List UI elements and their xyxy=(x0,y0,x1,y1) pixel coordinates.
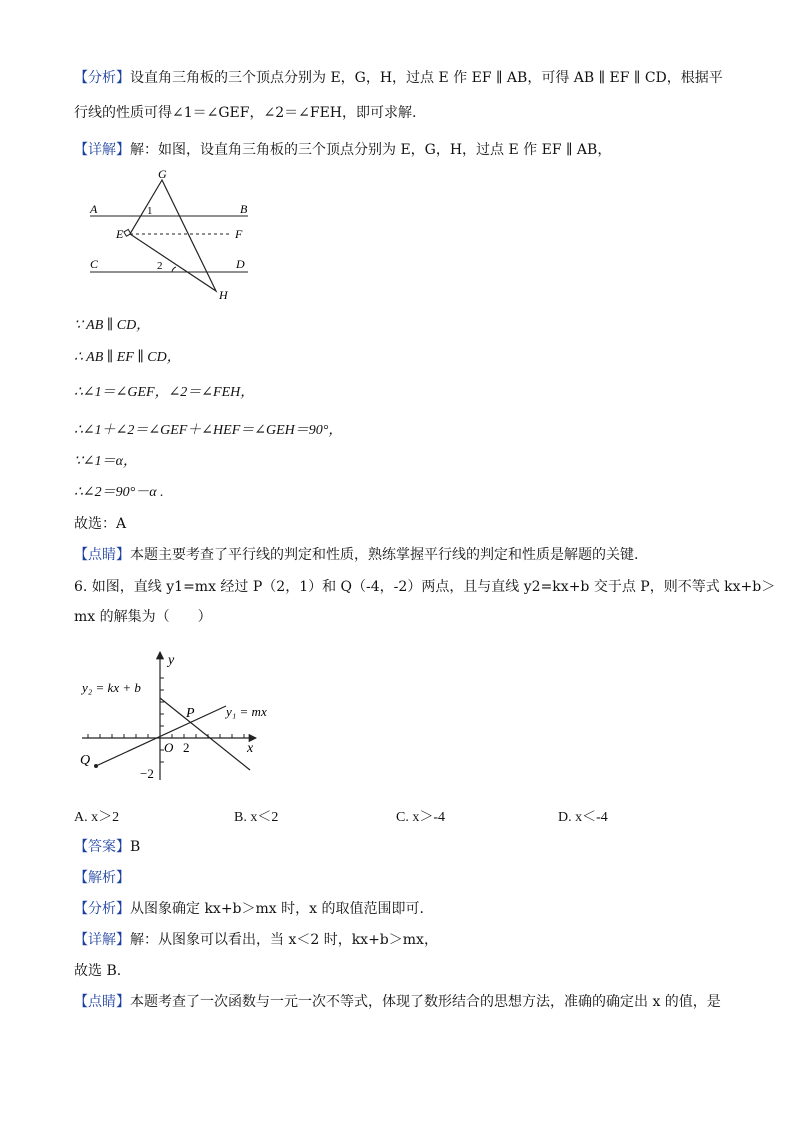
label-f: F xyxy=(235,227,243,241)
label-c: C xyxy=(90,257,99,271)
detail-paragraph-line-1 xyxy=(74,140,611,160)
comment-paragraph xyxy=(74,545,638,565)
q6-comment-text: 本题考查了一次函数与一元一次不等式，体现了数形结合的思想方法，准确的确定出 x 的值，是 xyxy=(130,994,721,1010)
y2-line-label: y₂ = kx + b xyxy=(82,680,141,695)
label-g: G xyxy=(158,168,167,181)
origin-label: O xyxy=(164,740,174,755)
q6-choice-text: 故选 B. xyxy=(74,963,122,979)
label-angle-2: 2 xyxy=(157,260,163,272)
y1-line-label: y₁ = mx xyxy=(226,704,267,719)
q6-comment-line xyxy=(74,992,721,1012)
line-y1-mx xyxy=(96,706,226,766)
proof-step-2: ∴ AB ∥ EF ∥ CD， xyxy=(74,350,181,365)
answer-tag: 【答案】 xyxy=(74,839,130,855)
x-axis-label: x xyxy=(247,741,254,756)
label-d: D xyxy=(236,257,245,271)
answer-line xyxy=(74,837,140,857)
detail-tag: 【详解】 xyxy=(74,142,130,158)
option-c: C. x＞-4 xyxy=(396,810,445,825)
comment-text: 本题主要考查了平行线的判定和性质，熟练掌握平行线的判定和性质是解题的关键. xyxy=(130,547,639,563)
analysis-text-2: 行线的性质可得∠1＝∠GEF，∠2＝∠FEH，即可求解. xyxy=(74,105,417,121)
choice-text: 故选：A xyxy=(74,516,127,532)
option-d: D. x＜-4 xyxy=(558,810,608,825)
analysis-paragraph-line-1 xyxy=(74,68,723,88)
q6-detail-tag: 【详解】 xyxy=(74,932,130,948)
proof-step-6: ∴∠2＝90°－α . xyxy=(74,485,164,500)
point-p-label: P xyxy=(186,706,195,721)
q6-analysis-text: 从图象确定 kx+b＞mx 时，x 的取值范围即可. xyxy=(130,901,424,917)
proof-step-4: ∴∠1＋∠2＝∠GEF＋∠HEF＝∠GEH＝90°， xyxy=(74,423,343,438)
analysis-paragraph-line-2 xyxy=(74,103,416,123)
parallel-lines-figure xyxy=(80,168,260,304)
angle-2-arc xyxy=(172,267,176,272)
analysis-tag: 【分析】 xyxy=(74,70,130,86)
analysis-text-1: 设直角三角板的三个顶点分别为 E，G，H，过点 E 作 EF ∥ AB，可得 AB ∥ EF ∥ CD，根据平 xyxy=(130,70,723,86)
question-6-stem-line-1: 6. 如图，直线 y1=mx 经过 P（2，1）和 Q（-4，-2）两点，且与直线 y2=kx+b 交于点 P，则不等式 kx+b＞ xyxy=(74,579,776,595)
detail-text-1: 解：如图，设直角三角板的三个顶点分别为 E，G，H，过点 E 作 EF ∥ AB， xyxy=(130,142,612,158)
q6-analysis-tag: 【分析】 xyxy=(74,901,130,917)
option-a: A. x＞2 xyxy=(74,810,120,825)
question-6-stem-line-2: mx 的解集为（ ） xyxy=(74,609,212,625)
y-axis-label: y xyxy=(168,653,175,668)
function-graph xyxy=(76,646,286,786)
q6-comment-tag: 【点睛】 xyxy=(74,994,130,1010)
jiexi-tag: 【解析】 xyxy=(74,870,130,886)
label-b: B xyxy=(240,202,248,216)
right-angle-mark xyxy=(124,229,131,236)
jiexi-line xyxy=(74,868,130,888)
proof-step-5: ∵∠1＝α， xyxy=(74,454,137,469)
proof-step-3: ∴∠1＝∠GEF，∠2＝∠FEH， xyxy=(74,385,255,400)
answer-value: B xyxy=(130,839,141,855)
q6-detail-line xyxy=(74,930,438,950)
comment-tag: 【点睛】 xyxy=(74,547,130,563)
point-q xyxy=(94,764,98,768)
point-q-label: Q xyxy=(80,753,91,768)
option-b: B. x＜2 xyxy=(234,810,279,825)
q6-detail-text: 解：从图象可以看出，当 x＜2 时，kx+b＞mx， xyxy=(130,932,438,948)
y-tick-neg2-label: −2 xyxy=(140,766,154,781)
x-tick-2-label: 2 xyxy=(183,740,190,755)
label-angle-1: 1 xyxy=(147,205,153,217)
label-e: E xyxy=(116,227,124,241)
label-h: H xyxy=(219,288,228,302)
label-a: A xyxy=(90,202,98,216)
q6-analysis-line xyxy=(74,899,424,919)
triangle-geh xyxy=(130,180,216,291)
proof-step-1: ∵ AB ∥ CD， xyxy=(74,318,151,333)
